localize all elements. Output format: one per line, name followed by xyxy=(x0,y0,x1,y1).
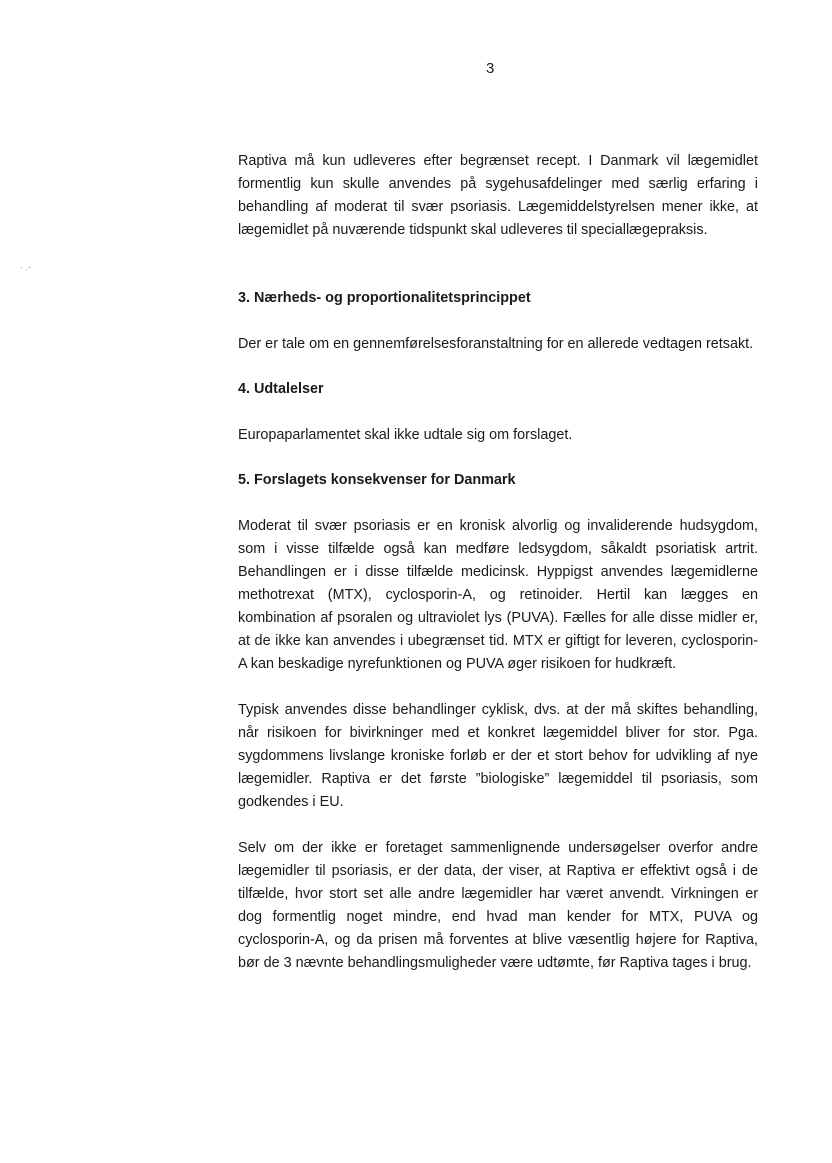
section-3-heading: 3. Nærheds- og proportionalitetsprincippet xyxy=(238,290,531,306)
page-number: 3 xyxy=(486,60,495,77)
section-5-paragraph-3: Selv om der ikke er foretaget sammenlignende undersøgelser overfor andre lægemidler til psoriasis, er der data, der viser, at Raptiva er effektivt også i de tilfælde, hvor stort set alle andre lægemidler har været anvendt. Virkningen er dog formentlig noget mindre, end hvad man kender for MTX, PUVA og cyclosporin-A, og da prisen må forventes at blive væsentlig højere for Raptiva, bør de 3 nævnte behandlingsmuligheder være udtømte, før Raptiva tages i brug. xyxy=(238,840,758,971)
section-3-paragraph: Der er tale om en gennemførelsesforanstaltning for en allerede vedtagen retsakt. xyxy=(238,336,754,352)
section-4-heading: 4. Udtalelser xyxy=(238,381,324,397)
scan-speck: · .- xyxy=(20,262,31,272)
section-5-paragraph-2: Typisk anvendes disse behandlinger cyklisk, dvs. at der må skiftes behandling, når risikoen for bivirkninger med et konkret lægemiddel bliver for stor. Pga. sygdommens livslange kroniske forløb er der et stort behov for udvikling af nye lægemidler. Raptiva er det første ”biologiske” lægemiddel til psoriasis, som godkendes i EU. xyxy=(238,702,758,810)
intro-paragraph: Raptiva må kun udleveres efter begrænset recept. I Danmark vil lægemidlet formentlig kun skulle anvendes på sygehusafdelinger med særlig erfaring i behandling af moderat til svær psoriasis. Lægemiddelstyrelsen mener ikke, at lægemidlet på nuværende tidspunkt skal udleveres til speciallægepraksis. xyxy=(238,153,758,238)
section-5-heading: 5. Forslagets konsekvenser for Danmark xyxy=(238,472,516,488)
section-5-paragraph-1: Moderat til svær psoriasis er en kronisk alvorlig og invaliderende hudsygdom, som i visse tilfælde også kan medføre ledsygdom, såkaldt psoriatisk artrit. Behandlingen er i disse tilfælde medicinsk. Hyppigst anvendes lægemidlerne methotrexat (MTX), cyclosporin-A, og retinoider. Hertil kan lægges en kombination af psoralen og ultraviolet lys (PUVA). Fælles for alle disse midler er, at de ikke kan anvendes i ubegrænset tid. MTX er giftigt for leveren, cyclosporin-A kan beskadige nyrefunktionen og PUVA øger risikoen for hudkræft. xyxy=(238,518,758,672)
section-4-paragraph: Europaparlamentet skal ikke udtale sig om forslaget. xyxy=(238,427,573,443)
document-body xyxy=(238,150,758,975)
